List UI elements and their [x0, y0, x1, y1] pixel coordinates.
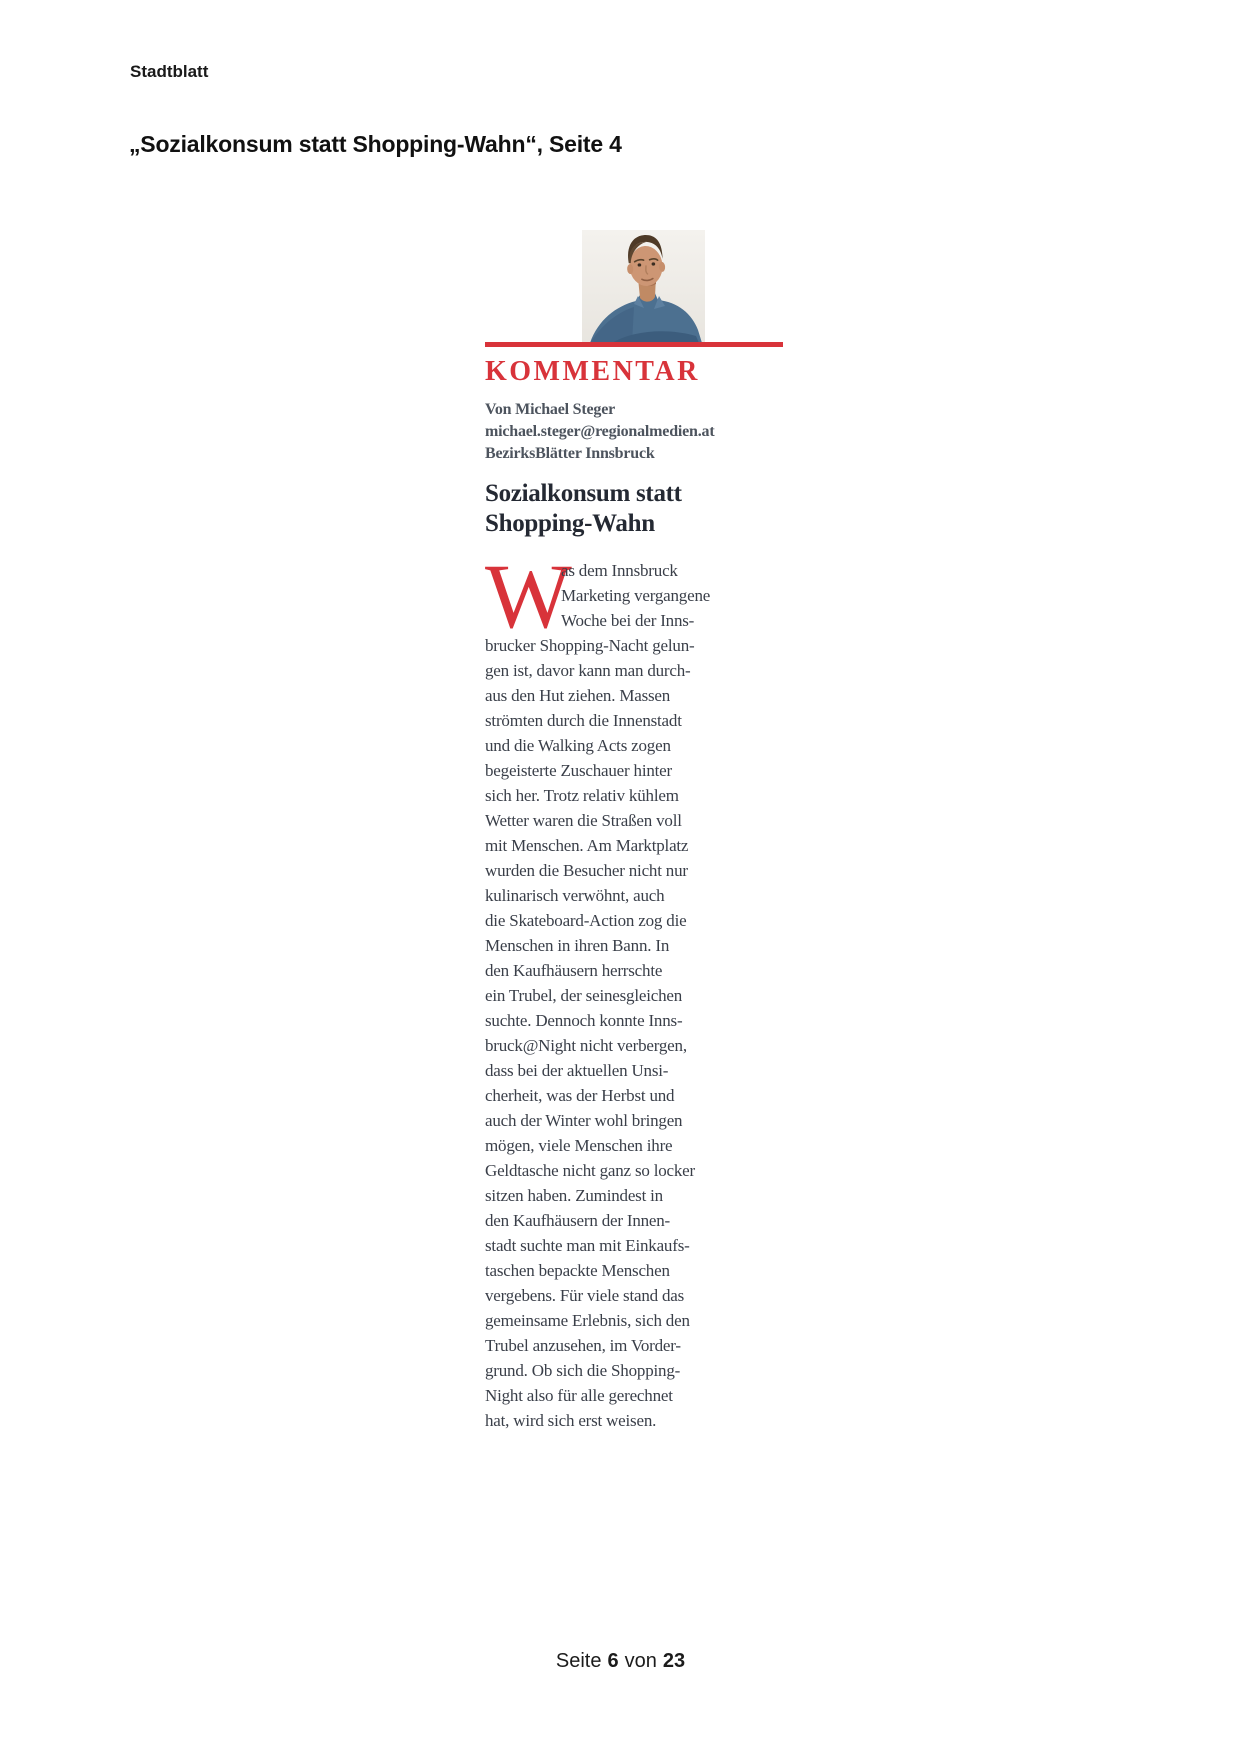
body-line: wurden die Besucher nicht nur — [485, 861, 688, 880]
body-line: suchte. Dennoch konnte Inns- — [485, 1011, 683, 1030]
footer-prefix: Seite — [555, 1650, 602, 1672]
body-line: brucker Shopping-Nacht gelun- — [485, 636, 695, 655]
headline-line: Sozialkonsum statt — [485, 480, 682, 507]
body-line: Woche bei der Inns- — [561, 611, 695, 630]
body-line: die Skateboard-Action zog die — [485, 911, 687, 930]
headline-line: Shopping-Wahn — [485, 510, 655, 537]
body-line: taschen bepackte Menschen — [485, 1261, 670, 1280]
body-line: stadt suchte man mit Einkaufs- — [485, 1236, 690, 1255]
body-line: aus den Hut ziehen. Massen — [485, 686, 671, 705]
document-title: „Sozialkonsum statt Shopping-Wahn“, Seite 4 — [129, 131, 622, 157]
byline — [485, 399, 714, 465]
body-line: sitzen haben. Zumindest in — [485, 1186, 663, 1205]
body-line: kulinarisch verwöhnt, auch — [485, 886, 665, 905]
page-footer — [0, 1650, 1241, 1673]
source-label: Stadtblatt — [130, 62, 209, 81]
kicker-label: KOMMENTAR — [485, 356, 700, 387]
body-line: auch der Winter wohl bringen — [485, 1111, 683, 1130]
body-line: mit Menschen. Am Marktplatz — [485, 836, 689, 855]
footer-separator: von — [624, 1650, 657, 1672]
body-line: Geldtasche nicht ganz so locker — [485, 1161, 695, 1180]
body-line: und die Walking Acts zogen — [485, 736, 671, 755]
article-body — [485, 545, 715, 1433]
body-line: vergebens. Für viele stand das — [485, 1286, 685, 1305]
body-line: strömten durch die Innenstadt — [485, 711, 682, 730]
body-line: den Kaufhäusern herrschte — [485, 961, 663, 980]
byline-email: michael.steger@regionalmedien.at — [485, 423, 715, 440]
body-line: as dem Innsbruck — [561, 561, 678, 580]
body-line: hat, wird sich erst weisen. — [485, 1411, 657, 1430]
body-line: sich her. Trotz relativ kühlem — [485, 786, 679, 805]
byline-publication: BezirksBlätter Innsbruck — [485, 445, 655, 462]
body-line: grund. Ob sich die Shopping- — [485, 1361, 681, 1380]
body-lines — [485, 633, 715, 1433]
footer-current-page: 6 — [607, 1650, 619, 1672]
author-photo — [582, 230, 705, 343]
body-line: Marketing vergangene — [561, 586, 711, 605]
body-line: Night also für alle gerechnet — [485, 1386, 673, 1405]
body-line: Wetter waren die Straßen voll — [485, 811, 682, 830]
body-line: begeisterte Zuschauer hinter — [485, 761, 672, 780]
red-divider-rule — [485, 342, 783, 347]
portrait-illustration — [582, 230, 705, 343]
body-line: gemeinsame Erlebnis, sich den — [485, 1311, 690, 1330]
body-line: Menschen in ihren Bann. In — [485, 936, 670, 955]
opening-lines — [561, 558, 710, 633]
byline-author: Von Michael Steger — [485, 401, 616, 418]
body-line: dass bei der aktuellen Unsi- — [485, 1061, 669, 1080]
body-line: gen ist, davor kann man durch- — [485, 661, 691, 680]
footer-total-pages: 23 — [662, 1650, 686, 1672]
body-line: cherheit, was der Herbst und — [485, 1086, 675, 1105]
body-line: Trubel anzusehen, im Vorder- — [485, 1336, 681, 1355]
article-headline — [485, 479, 682, 539]
body-line: ein Trubel, der seinesgleichen — [485, 986, 683, 1005]
body-line: den Kaufhäusern der Innen- — [485, 1211, 671, 1230]
dropcap-letter: W — [485, 545, 572, 647]
body-line: bruck@Night nicht verbergen, — [485, 1036, 687, 1055]
body-line: mögen, viele Menschen ihre — [485, 1136, 673, 1155]
